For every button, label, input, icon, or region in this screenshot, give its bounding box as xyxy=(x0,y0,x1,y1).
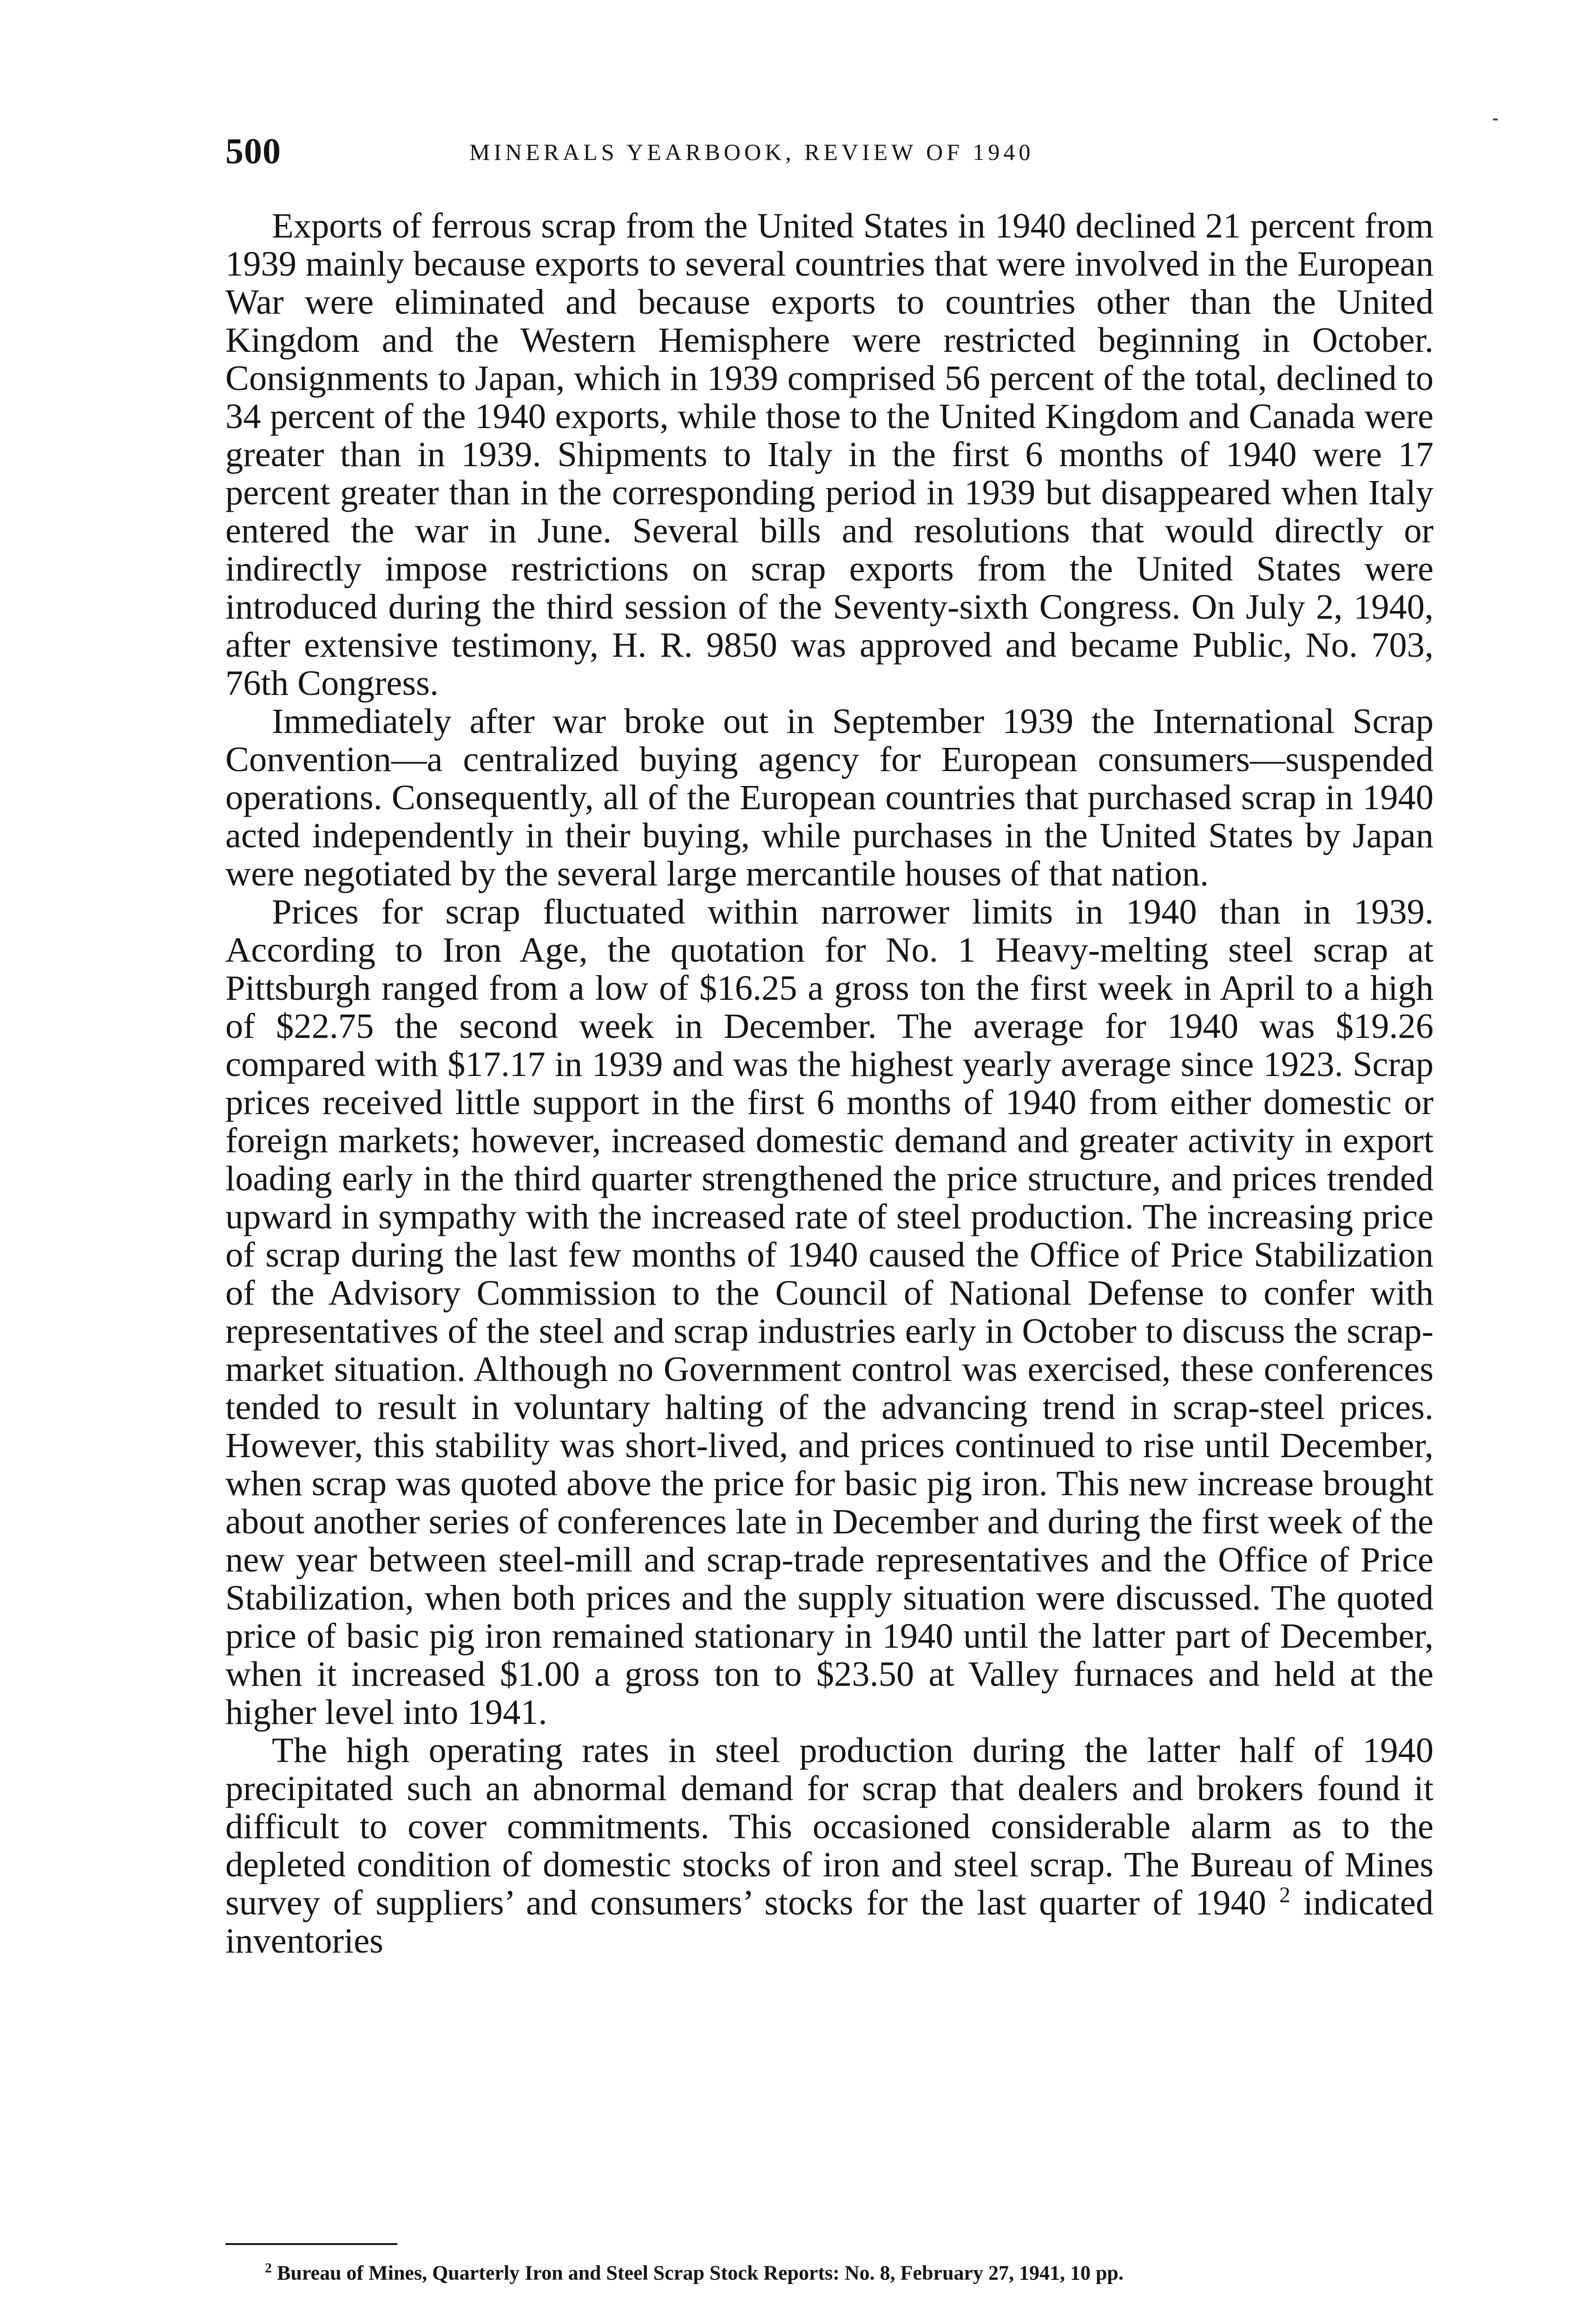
footnote-rule xyxy=(225,2243,397,2245)
margin-mark xyxy=(1493,119,1498,120)
body-text xyxy=(225,207,1434,1960)
footnote-reference: 2 xyxy=(1279,1882,1290,1908)
paragraph-operating-rates-text: The high operating rates in steel production during the latter half of 1940 precipitated such an abnormal demand for scrap that dealers and brokers found it difficult to cover commitments. This occasioned considerable alarm as to the depleted condition of domestic stocks of iron and steel scrap. The Bureau of Mines survey of suppliers’ and consumers’ stocks for the last quarter of 1940 xyxy=(225,1730,1434,1922)
footnote xyxy=(265,2254,1427,2287)
page-number: 500 xyxy=(225,131,281,171)
paragraph-operating-rates xyxy=(225,1731,1434,1960)
page-header xyxy=(225,128,1434,179)
paragraph-exports: Exports of ferrous scrap from the United States in 1940 declined 21 percent from 1939 mainly because exports to several countries that were involved in the European War were eliminated and because exports to countries other than the United Kingdom and the Western Hemisphere were restricted beginning in October. Consignments to Japan, which in 1939 comprised 56 percent of the total, declined to 34 percent of the 1940 exports, while those to the United Kingdom and Canada were greater than in 1939. Shipments to Italy in the first 6 months of 1940 were 17 percent greater than in the corresponding period in 1939 but disappeared when Italy entered the war in June. Several bills and resolutions that would directly or indirectly impose restrictions on scrap exports from the United States were introduced during the third session of the Seventy-sixth Congress. On July 2, 1940, after extensive testimony, H. R. 9850 was approved and became Public, No. 703, 76th Congress. xyxy=(225,206,1434,703)
footnote-text: Bureau of Mines, Quarterly Iron and Steel Scrap Stock Reports: No. 8, February 27, 1941, 10 pp. xyxy=(277,2261,1124,2284)
paragraph-prices: Prices for scrap fluctuated within narrower limits in 1940 than in 1939. According to Iron Age, the quotation for No. 1 Heavy-melting steel scrap at Pittsburgh ranged from a low of $16.25 a gross ton the first week in April to a high of $22.75 the second week in December. The average for 1940 was $19.26 compared with $17.17 in 1939 and was the highest yearly average since 1923. Scrap prices received little support in the first 6 months of 1940 from either domestic or foreign markets; however, increased domestic demand and greater activity in export loading early in the third quarter strengthened the price structure, and prices trended upward in sympathy with the increased rate of steel production. The increasing price of scrap during the last few months of 1940 caused the Office of Price Stabilization of the Advisory Commission to the Council of National Defense to confer with representatives of the steel and scrap industries early in October to discuss the scrap-market situation. Although no Government control was exercised, these conferences tended to result in voluntary halting of the advancing trend in scrap-steel prices. However, this stability was short-lived, and prices continued to rise until December, when scrap was quoted above the price for basic pig iron. This new increase brought about another series of conferences late in December and during the first week of the new year between steel-mill and scrap-trade representatives and the Office of Price Stabilization, when both prices and the supply situation were discussed. The quoted price of basic pig iron remained stationary in 1940 until the latter part of December, when it increased $1.00 a gross ton to $23.50 at Valley furnaces and held at the higher level into 1941. xyxy=(225,892,1434,1732)
paragraph-operating-rates-tail: indicated inventories xyxy=(225,1883,1434,1961)
paragraph-scrap-convention: Immediately after war broke out in September 1939 the International Scrap Convention—a centralized buying agency for European consumers—suspended operations. Consequently, all of the European countries that purchased scrap in 1940 acted independently in their buying, while purchases in the United States by Japan were negotiated by the several large mercantile houses of that nation. xyxy=(225,701,1434,893)
running-title: MINERALS YEARBOOK, REVIEW OF 1940 xyxy=(469,139,1034,165)
footnote-marker: 2 xyxy=(265,2260,272,2276)
